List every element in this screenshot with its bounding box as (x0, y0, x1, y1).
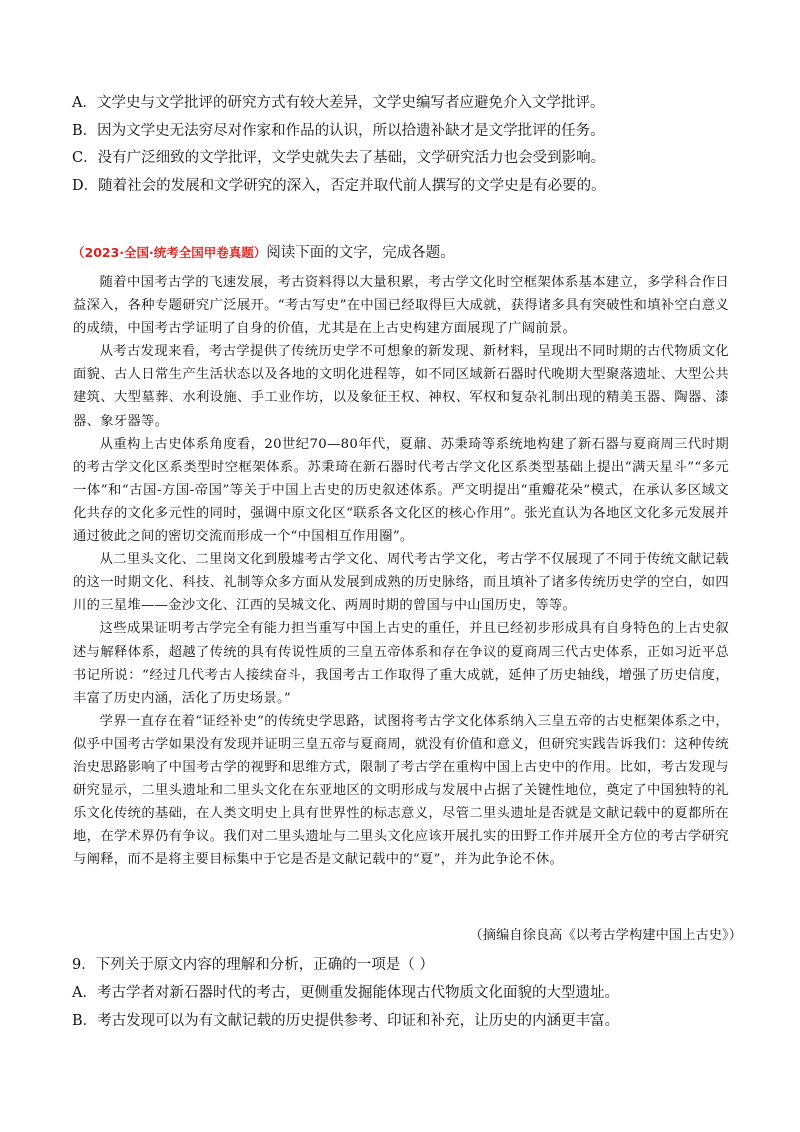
prev-option-b[interactable] (72, 121, 742, 141)
passage-paragraph-2: 从考古发现来看，考古学提供了传统历史学不可想象的新发现、新材料，呈现出不同时期的古代物质文化面貌、古人日常生产生活状态以及各地的文明化进程等，如不同区域新石器时代晚期大型聚落遗址、大型公共建筑、大型墓葬、水利设施、手工业作坊，以及象征王权、神权、军权和复杂礼制出现的精美玉器、陶器、漆器、象牙器等。 (73, 344, 729, 429)
passage-paragraph-3: 从重构上古史体系角度看，20世纪70—80年代，夏鼐、苏秉琦等系统地构建了新石器与夏商周三代时期的考古学文化区系类型时空框架体系。苏秉琦在新石器时代考古学文化区系类型基础上提出“满天星斗”“多元一体”和“古国-方国-帝国”等关于中国上古史的历史叙述体系。严文明提出“重瓣花朵”模式，在承认多区域文化共存的文化多元性的同时，强调中原文化区“联系各文化区的核心作用”。张光直认为各地区文化多元发展并通过彼此之间的密切交流而形成一个“中国相互作用圈”。 (73, 436, 729, 545)
passage-paragraph-5: 这些成果证明考古学完全有能力担当重写中国上古史的重任，并且已经初步形成具有自身特色的上古史叙述与解释体系，超越了传统的具有传说性质的三皇五帝体系和存在争议的夏商周三代古史体系，正如习近平总书记所说：“经过几代考古人接续奋斗，我国考古工作取得了重大成就，延伸了历史轴线，增强了历史信度，丰富了历史内涵，活化了历史场景。” (73, 621, 729, 706)
passage-citation: （摘编自徐良高《以考古学构建中国上古史》） (469, 928, 742, 943)
passage-paragraph-1: 随着中国考古学的飞速发展，考古资料得以大量积累，考古学文化时空框架体系基本建立，多学科合作日益深入，各种专题研究广泛展开。“考古写史”在中国已经取得巨大成就，获得诸多具有突破性和填补空白意义的成绩，中国考古学证明了自身的价值，尤其是在上古史构建方面展现了广阔前景。 (73, 275, 729, 337)
passage-paragraph-4: 从二里头文化、二里岗文化到殷墟考古学文化、周代考古学文化，考古学不仅展现了不同于传统文献记载的这一时期文化、科技、礼制等众多方面从发展到成熟的历史脉络，而且填补了诸多传统历史学的空白，如四川的三星堆——金沙文化、江西的吴城文化、两周时期的曾国与中山国历史，等等。 (73, 552, 729, 614)
source-line (72, 243, 742, 263)
option-label: D． (72, 178, 99, 194)
option-text: 文学史与文学批评的研究方式有较大差异，文学史编写者应避免介入文学批评。 (96, 95, 605, 111)
option-label: C． (72, 150, 98, 166)
option-text: 考古学者对新石器时代的考古，更侧重发掘能体现古代物质文化面貌的大型遗址。 (96, 985, 619, 1001)
reading-instruction: 阅读下面的文字，完成各题。 (266, 245, 455, 261)
reading-passage (73, 271, 729, 871)
option-text: 考古发现可以为有文献记载的历史提供参考、印证和补充，让历史的内涵更丰富。 (97, 1013, 620, 1029)
prev-option-d[interactable] (72, 176, 742, 196)
option-text: 没有广泛细致的文学批评，文学史就失去了基础，文学研究活力也会受到影响。 (97, 150, 606, 166)
option-text: 随着社会的发展和文学研究的深入，否定并取代前人撰写的文学史是有必要的。 (98, 178, 606, 194)
prev-option-a[interactable] (72, 93, 742, 113)
passage-paragraph-6: 学界一直存在着“证经补史”的传统史学思路，试图将考古学文化体系纳入三皇五帝的古史框架体系之中，似乎中国考古学如果没有发现并证明三皇五帝与夏商周，就没有价值和意义，但研究实践告诉我们：这种传统治史思路影响了中国考古学的视野和思维方式，限制了考古学在重构中国上古史中的作用。比如，考古发现与研究显示，二里头遗址和二里头文化在东亚地区的文明形成与发展中占据了关键性地位，奠定了中国独特的礼乐文化传统的基础，在人类文明史上具有世界性的标志意义，尽管二里头遗址是否就是文献记载中的夏都所在地，在学术界仍有争议。我们对二里头遗址与二里头文化应该开展扎实的田野工作并展开全方位的考古学研究与阐释，而不是将主要目标集中于它是否是文献记载中的“夏”，并为此争论不休。 (73, 713, 729, 868)
source-tag: （2023·全国·统考全国甲卷真题） (72, 245, 267, 260)
q9-option-b[interactable] (72, 1011, 742, 1031)
prev-option-c[interactable] (72, 148, 742, 168)
option-label: A． (72, 985, 97, 1001)
option-text: 因为文学史无法穷尽对作家和作品的认识，所以拾遗补缺才是文学批评的任务。 (97, 123, 605, 139)
option-label: B． (72, 123, 98, 139)
q9-option-a[interactable] (72, 983, 742, 1003)
option-label: A． (72, 95, 97, 111)
question-9-title: 9．下列关于原文内容的理解和分析，正确的一项是（ ） (72, 957, 434, 973)
option-label: B． (72, 1013, 98, 1029)
